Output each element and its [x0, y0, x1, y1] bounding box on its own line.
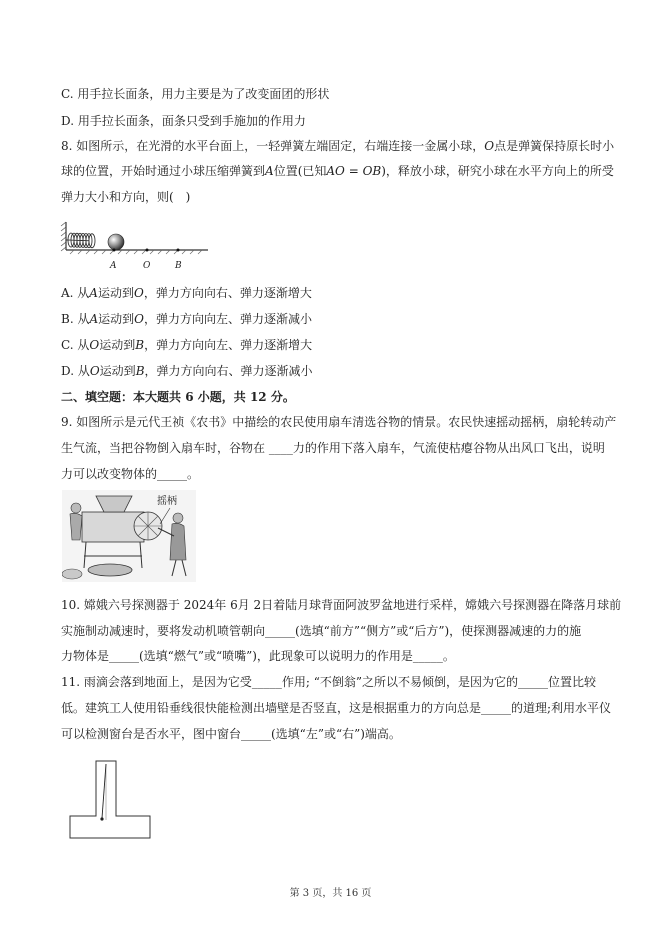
q8-metal-ball — [108, 234, 124, 250]
q8-label-a: A — [110, 261, 117, 271]
section-2-header: 二、填空题：本大题共 6 小题，共 12 分。 — [61, 390, 295, 404]
q8-point-o-dot — [146, 249, 149, 252]
q8-spring — [66, 233, 95, 248]
q11-stem-line2: 低。建筑工人使用铅垂线很快能检测出墙壁是否竖直，这是根据重力的方向总是_____的道理;利用水平仪 — [61, 701, 612, 715]
q9-stem-line2: 生气流，当把谷物倒入扇车时，谷物在 ____力的作用下落入扇车，气流使枯瘪谷物从出风口飞出，说明 — [61, 441, 605, 455]
q11-stem-line3: 可以检测窗台是否水平，图中窗台_____(选填“左”或“右”)端高。 — [61, 727, 401, 741]
q10-stem-line3: 力物体是_____(选填“燃气”或“喷嘴”)，此现象可以说明力的作用是_____。 — [61, 649, 455, 663]
q8-point-a-dot — [113, 249, 116, 252]
q8-point-b-dot — [177, 249, 180, 252]
q9-stem-line3: 力可以改变物体的_____。 — [61, 467, 200, 481]
q9-winnowing-figure — [62, 490, 196, 582]
q8-option-a: A. 从A运动到O，弹力方向向右、弹力逐渐增大 — [61, 286, 312, 300]
q7-option-c: C. 用手拉长面条，用力主要是为了改变面团的形状 — [61, 87, 330, 101]
q8-option-d: D. 从O运动到B，弹力方向向右、弹力逐渐减小 — [61, 364, 313, 378]
q8-label-o: O — [143, 261, 151, 271]
q8-option-b: B. 从A运动到O，弹力方向向左、弹力逐渐减小 — [61, 312, 312, 326]
q8-stem-line2: 球的位置，开始时通过小球压缩弹簧到A位置(已知AO = OB)，释放小球，研究小球在水平方向上的所受 — [61, 164, 614, 178]
q10-stem-line2: 实施制动减速时，要将发动机喷管朝向_____(选填“前方”“侧方”或“后方”)，使探测器减速的力的施 — [61, 624, 582, 638]
q11-plumb-bob — [100, 817, 103, 820]
q11-level-figure — [68, 760, 152, 842]
q7-option-d: D. 用手拉长面条，面条只受到手施加的作用力 — [61, 114, 306, 128]
q11-level-body — [70, 761, 150, 838]
q10-stem-line1: 10. 嫦娥六号探测器于 2024年 6月 2日着陆月球背面阿波罗盆地进行采样，嫦娥六号探测器在降落月球前 — [61, 598, 622, 612]
q8-spring-figure — [60, 218, 210, 276]
q9-handle-label: 摇柄 — [157, 496, 177, 507]
q8-stem-line3: 弹力大小和方向，则( ) — [61, 190, 191, 204]
q8-stem-line1: 8. 如图所示，在光滑的水平台面上，一轻弹簧左端固定，右端连接一金属小球，O点是弹簧保持原长时小 — [61, 139, 615, 153]
q8-option-c: C. 从O运动到B，弹力方向向左、弹力逐渐增大 — [61, 338, 313, 352]
q9-stem-line1: 9. 如图所示是元代王祯《农书》中描绘的农民使用扇车清选谷物的情景。农民快速摇动摇柄，扇轮转动产 — [61, 415, 617, 429]
page-footer: 第 3 页，共 16 页 — [289, 888, 372, 899]
q11-stem-line1: 11. 雨滴会落到地面上，是因为它受_____作用; “不倒翁”之所以不易倾倒，是因为它的_____位置比较 — [61, 675, 597, 689]
q8-label-b: B — [175, 261, 182, 271]
